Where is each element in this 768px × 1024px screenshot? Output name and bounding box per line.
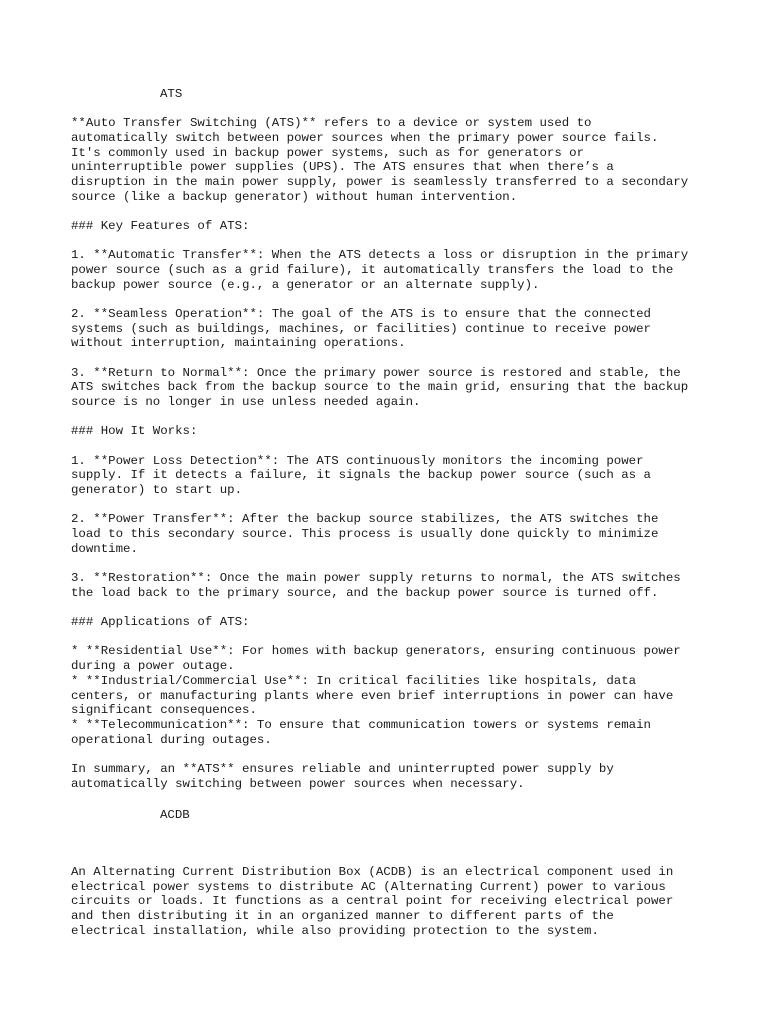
acdb-intro-line: electrical installation, while also providing protection to the system.	[71, 924, 599, 938]
ats-intro-line: disruption in the main power supply, power is seamlessly transferred to a secondary	[71, 175, 689, 189]
feature-1-line: 1. **Automatic Transfer**: When the ATS detects a loss or disruption in the primary	[71, 248, 689, 262]
how-it-works-heading: ### How It Works:	[71, 424, 198, 438]
step-1-line: supply. If it detects a failure, it signals the backup power source (such as a	[71, 468, 651, 482]
step-1-line: generator) to start up.	[71, 483, 243, 497]
step-1-line: 1. **Power Loss Detection**: The ATS continuously monitors the incoming power	[71, 454, 644, 468]
feature-1-line: backup power source (e.g., a generator or an alternate supply).	[71, 278, 540, 292]
summary-line: In summary, an **ATS** ensures reliable and uninterrupted power supply by	[71, 762, 614, 776]
acdb-intro-line: An Alternating Current Distribution Box (ACDB) is an electrical component used in	[71, 865, 674, 879]
applications-heading: ### Applications of ATS:	[71, 615, 250, 629]
step-2-line: downtime.	[71, 542, 138, 556]
ats-intro-line: source (like a backup generator) without human intervention.	[71, 190, 518, 204]
ats-intro-line: **Auto Transfer Switching (ATS)** refers to a device or system used to	[71, 116, 592, 130]
step-2-line: load to this secondary source. This process is usually done quickly to minimize	[71, 527, 659, 541]
summary-line: automatically switching between power sources when necessary.	[71, 777, 525, 791]
acdb-intro-line: circuits or loads. It functions as a central point for receiving electrical power	[71, 894, 674, 908]
feature-3-line: 3. **Return to Normal**: Once the primary power source is restored and stable, the	[71, 366, 681, 380]
ats-intro-line: uninterruptible power supplies (UPS). The ATS ensures that when there’s a	[71, 160, 614, 174]
key-features-heading: ### Key Features of ATS:	[71, 219, 250, 233]
application-line: during a power outage.	[71, 659, 235, 673]
feature-2-line: without interruption, maintaining operations.	[71, 336, 406, 350]
application-line: * **Telecommunication**: To ensure that communication towers or systems remain	[71, 718, 651, 732]
step-3-line: the load back to the primary source, and the backup power source is turned off.	[71, 586, 659, 600]
application-line: significant consequences.	[71, 703, 257, 717]
acdb-title: ACDB	[160, 808, 190, 822]
feature-3-line: ATS switches back from the backup source to the main grid, ensuring that the backup	[71, 380, 689, 394]
step-2-line: 2. **Power Transfer**: After the backup source stabilizes, the ATS switches the	[71, 512, 659, 526]
feature-1-line: power source (such as a grid failure), it automatically transfers the load to the	[71, 263, 674, 277]
application-line: * **Industrial/Commercial Use**: In critical facilities like hospitals, data	[71, 674, 637, 688]
feature-2-line: 2. **Seamless Operation**: The goal of the ATS is to ensure that the connected	[71, 307, 651, 321]
application-line: * **Residential Use**: For homes with backup generators, ensuring continuous power	[71, 644, 681, 658]
feature-3-line: source is no longer in use unless needed again.	[71, 395, 421, 409]
acdb-intro-line: and then distributing it in an organized manner to different parts of the	[71, 909, 614, 923]
application-line: operational during outages.	[71, 733, 272, 747]
application-line: centers, or manufacturing plants where even brief interruptions in power can have	[71, 689, 674, 703]
ats-title: ATS	[160, 87, 183, 101]
ats-intro-line: automatically switch between power sources when the primary power source fails.	[71, 131, 659, 145]
feature-2-line: systems (such as buildings, machines, or facilities) continue to receive power	[71, 322, 651, 336]
step-3-line: 3. **Restoration**: Once the main power supply returns to normal, the ATS switches	[71, 571, 681, 585]
acdb-intro-line: electrical power systems to distribute AC (Alternating Current) power to various	[71, 880, 666, 894]
ats-intro-line: It's commonly used in backup power systems, such as for generators or	[71, 146, 585, 160]
